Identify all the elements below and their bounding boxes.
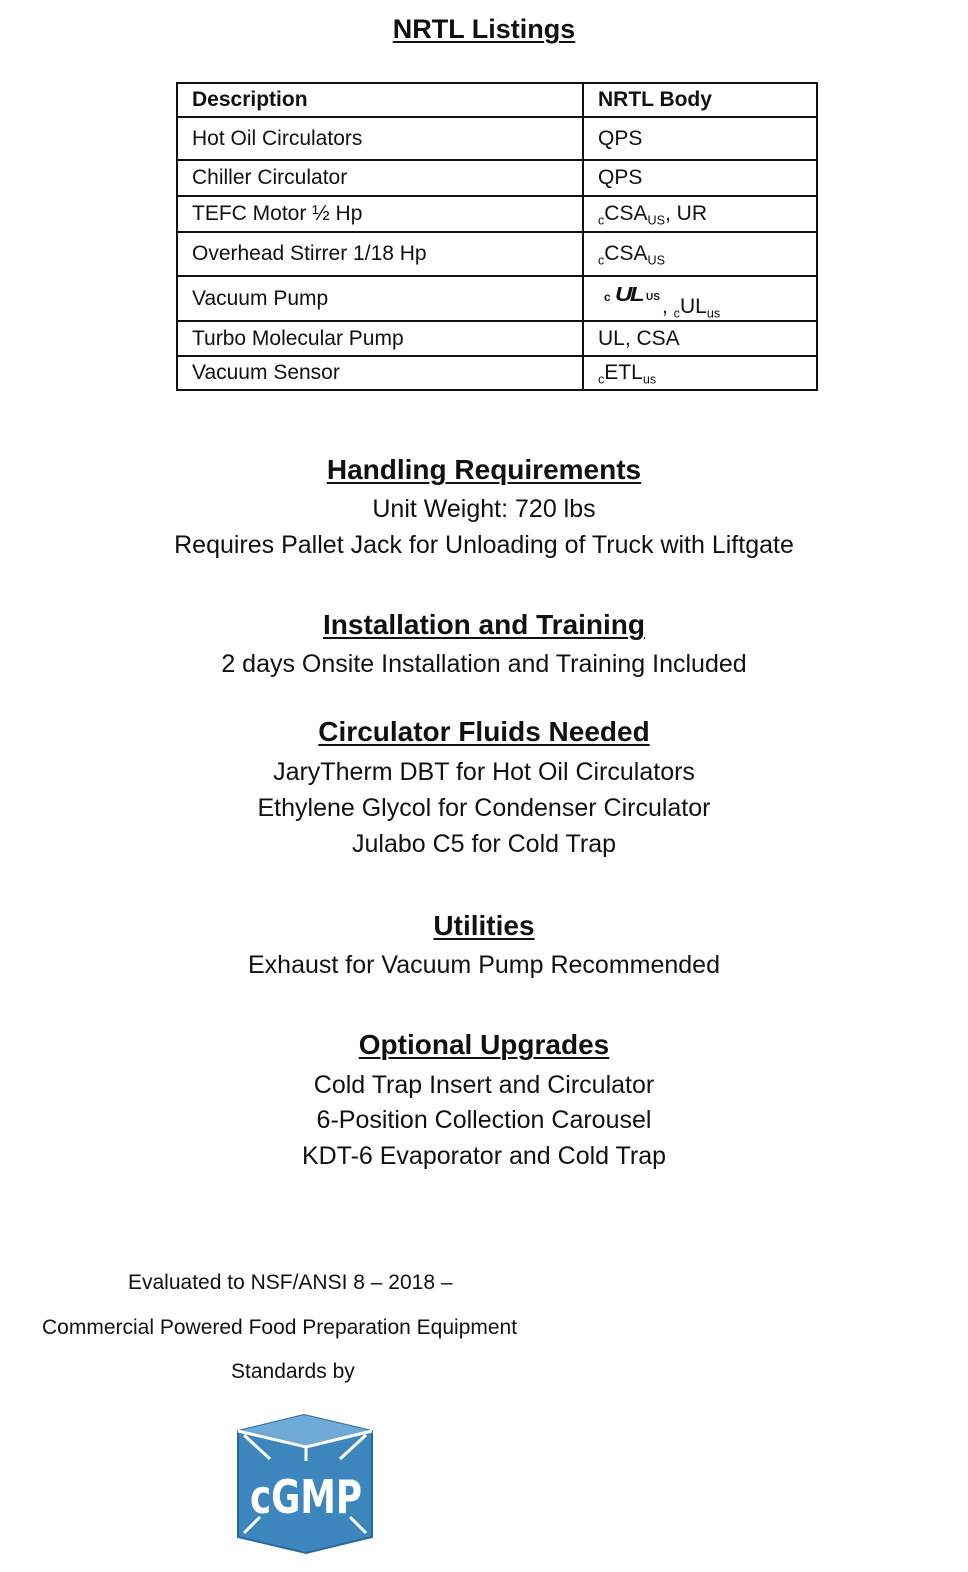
row-description: Hot Oil Circulators	[177, 117, 583, 160]
installation-title: Installation and Training	[322, 609, 646, 640]
footer-line-3: Standards by	[231, 1360, 355, 1383]
footer-line-1: Evaluated to NSF/ANSI 8 – 2018 –	[128, 1271, 453, 1294]
table-row	[177, 276, 817, 321]
row-description: Vacuum Sensor	[177, 356, 583, 390]
upgrades-title: Optional Upgrades	[358, 1029, 610, 1060]
fluids-title: Circulator Fluids Needed	[318, 716, 650, 747]
nrtl-table	[176, 82, 818, 391]
handling-line: Requires Pallet Jack for Unloading of Truck with Liftgate	[174, 531, 794, 559]
table-row	[177, 117, 817, 160]
fluids-line: JaryTherm DBT for Hot Oil Circulators	[273, 758, 695, 786]
row-body: QPS	[583, 160, 817, 196]
row-body: $_cETL_{us}$	[583, 356, 817, 390]
handling-title: Handling Requirements	[326, 454, 642, 485]
cgmp-logo	[230, 1413, 378, 1555]
row-description: Overhead Stirrer 1/18 Hp	[177, 232, 583, 276]
row-body: $_cCSA_{US}$	[583, 232, 817, 276]
fluids-line: Ethylene Glycol for Condenser Circulator	[257, 794, 711, 822]
footer-line-2: Commercial Powered Food Preparation Equipment	[42, 1316, 518, 1339]
header-nrtl-body: NRTL Body	[583, 83, 817, 117]
header-description: Description	[177, 83, 583, 117]
table-row	[177, 321, 817, 356]
utilities-title: Utilities	[433, 910, 535, 941]
table-row	[177, 356, 817, 390]
table-row	[177, 196, 817, 232]
upgrades-line: Cold Trap Insert and Circulator	[313, 1071, 655, 1099]
row-body: $_cCSA_{US}$, UR	[583, 196, 817, 232]
utilities-line: Exhaust for Vacuum Pump Recommended	[248, 951, 720, 979]
cgmp-logo-text: cGMP	[250, 1470, 362, 1524]
row-body: QPS	[583, 117, 817, 160]
row-body: UL, CSA	[583, 321, 817, 356]
installation-line: 2 days Onsite Installation and Training Included	[221, 650, 747, 678]
row-description: TEFC Motor ½ Hp	[177, 196, 583, 232]
table-row	[177, 232, 817, 276]
table-header-row	[177, 83, 817, 117]
upgrades-line: 6-Position Collection Carousel	[316, 1106, 652, 1134]
row-description: Turbo Molecular Pump	[177, 321, 583, 356]
nrtl-title: NRTL Listings	[392, 14, 576, 44]
table-row	[177, 160, 817, 196]
row-body: c UL US , $_cUL_{us}$	[583, 276, 817, 321]
row-description: Vacuum Pump	[177, 276, 583, 321]
upgrades-line: KDT-6 Evaporator and Cold Trap	[301, 1142, 667, 1170]
handling-line: Unit Weight: 720 lbs	[372, 495, 596, 523]
fluids-line: Julabo C5 for Cold Trap	[351, 830, 617, 858]
row-description: Chiller Circulator	[177, 160, 583, 196]
ul-recognized-mark-icon: c UL US	[604, 284, 660, 306]
